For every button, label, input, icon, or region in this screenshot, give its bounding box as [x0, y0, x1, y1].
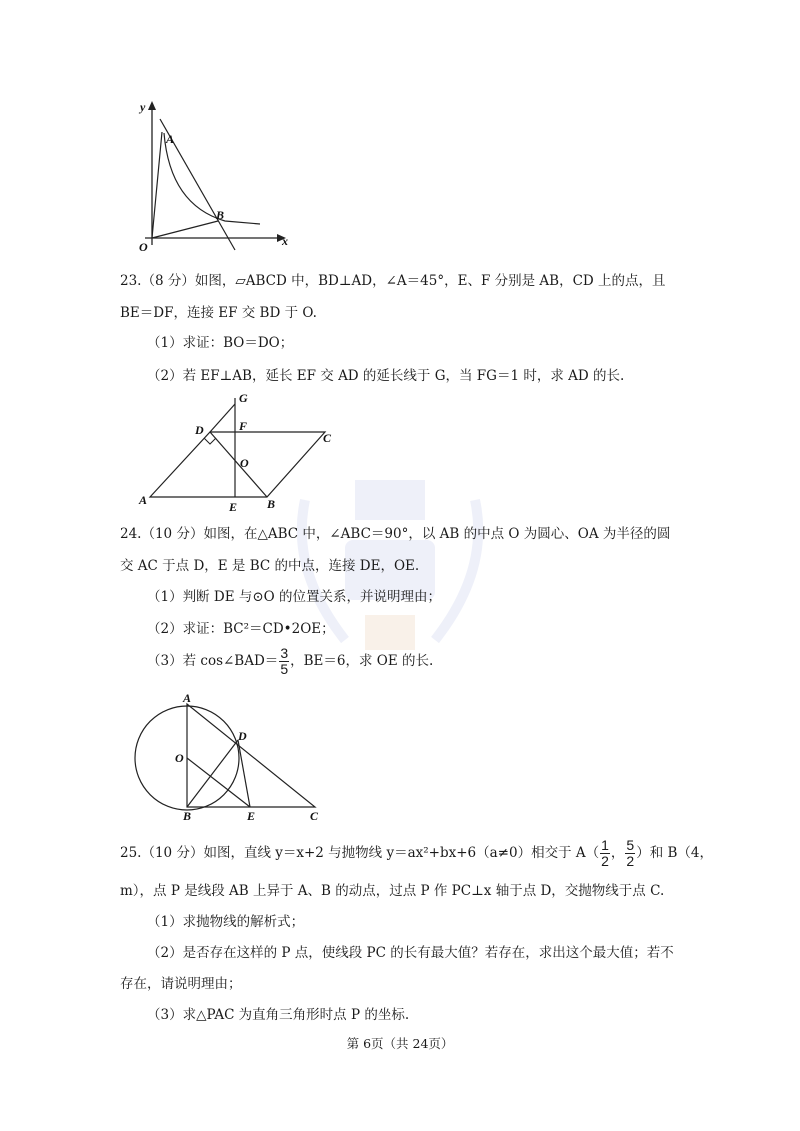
diagonal-BD: [210, 432, 267, 497]
label-O: O: [139, 240, 148, 254]
label-B: B: [267, 497, 276, 511]
label-E: E: [229, 500, 238, 514]
q24-stem-line1: 24.（10 分）如图，在△ABC 中，∠ABC＝90°，以 AB 的中点 O 为圆心、OA 为半径的圆: [120, 526, 671, 542]
fraction-denominator: 2: [626, 853, 635, 869]
q24-part3: [147, 646, 433, 677]
figure-circle-triangle: [130, 690, 330, 825]
label-C: C: [323, 431, 332, 445]
parallelogram-ABCD: [150, 432, 325, 497]
right-angle-mark: [204, 438, 216, 444]
label-D: D: [238, 729, 247, 743]
label-D: D: [195, 423, 204, 437]
label-A: A: [139, 493, 148, 507]
line-OB: [152, 221, 218, 238]
label-x: x: [282, 234, 288, 248]
label-A: A: [183, 691, 192, 705]
q25-part3: （3）求△PAC 为直角三角形时点 P 的坐标.: [147, 1007, 410, 1023]
fraction-numerator: 3: [280, 645, 289, 661]
q23-stem-line1: 23.（8 分）如图，▱ABCD 中，BD⊥AD，∠A＝45°，E、F 分别是 AB，CD 上的点，且: [120, 273, 666, 289]
q25-stem-line1: [120, 838, 713, 869]
q24-part3-prefix: （3）若 cos∠BAD＝: [147, 653, 279, 669]
q25-comma: ，: [610, 845, 625, 861]
label-y: y: [140, 100, 146, 114]
q24-fraction: [279, 646, 289, 677]
label-B: B: [216, 208, 225, 222]
q24-part2: （2）求证：BC²＝CD•2OE；: [147, 621, 335, 637]
line-OA: [152, 132, 162, 238]
fraction-denominator: 2: [601, 853, 609, 869]
label-F: F: [239, 419, 248, 433]
fraction-numerator: 1: [601, 837, 609, 853]
fraction-denominator: 5: [280, 661, 289, 677]
q25-stem-line2: m），点 P 是线段 AB 上异于 A、B 的动点，过点 P 作 PC⊥x 轴于点 D，交抛物线于点 C.: [120, 883, 665, 899]
q25-line1-start: 25.（10 分）如图，直线 y＝x+2 与抛物线 y＝ax²+bx+6（a≠0）相交于 A（: [120, 845, 600, 861]
segment-BD: [187, 740, 238, 807]
q24-part1: （1）判断 DE 与⊙O 的位置关系，并说明理由；: [147, 589, 442, 605]
label-G: G: [239, 391, 248, 405]
q25-part2-line1: （2）是否存在这样的 P 点，使线段 PC 的长有最大值？若存在，求出这个最大值；若不: [147, 945, 674, 961]
q25-part2-line2: 存在，请说明理由；: [120, 976, 242, 992]
triangle-ABC: [187, 704, 315, 807]
q23-stem-line2: BE＝DF，连接 EF 交 BD 于 O.: [120, 305, 317, 321]
figure-coordinate-graph: [130, 95, 300, 255]
label-E: E: [247, 809, 256, 823]
q24-part3-suffix: ，BE＝6，求 OE 的长.: [290, 653, 434, 669]
page-footer: 第 6页（共 24页）: [346, 1036, 454, 1051]
q25-fraction-1: [600, 838, 610, 869]
figure-parallelogram: [135, 390, 345, 515]
q23-part1: （1）求证：BO＝DO；: [147, 335, 294, 351]
q25-fraction-2: [625, 838, 635, 869]
y-axis-arrow-icon: [148, 101, 156, 110]
line-DG: [210, 404, 235, 432]
label-O: O: [175, 751, 184, 765]
q24-stem-line2: 交 AC 于点 D，E 是 BC 的中点，连接 DE，OE.: [120, 558, 420, 574]
label-C: C: [310, 809, 319, 823]
q23-part2: （2）若 EF⊥AB，延长 EF 交 AD 的延长线于 G，当 FG＝1 时，求 AD 的长.: [147, 368, 625, 384]
label-A: A: [166, 132, 175, 146]
label-B: B: [183, 809, 192, 823]
q25-line1-end: ）和 B（4，: [636, 845, 714, 861]
fraction-numerator: 5: [626, 837, 635, 853]
label-O: O: [240, 456, 249, 470]
q25-part1: （1）求抛物线的解析式；: [147, 914, 305, 930]
